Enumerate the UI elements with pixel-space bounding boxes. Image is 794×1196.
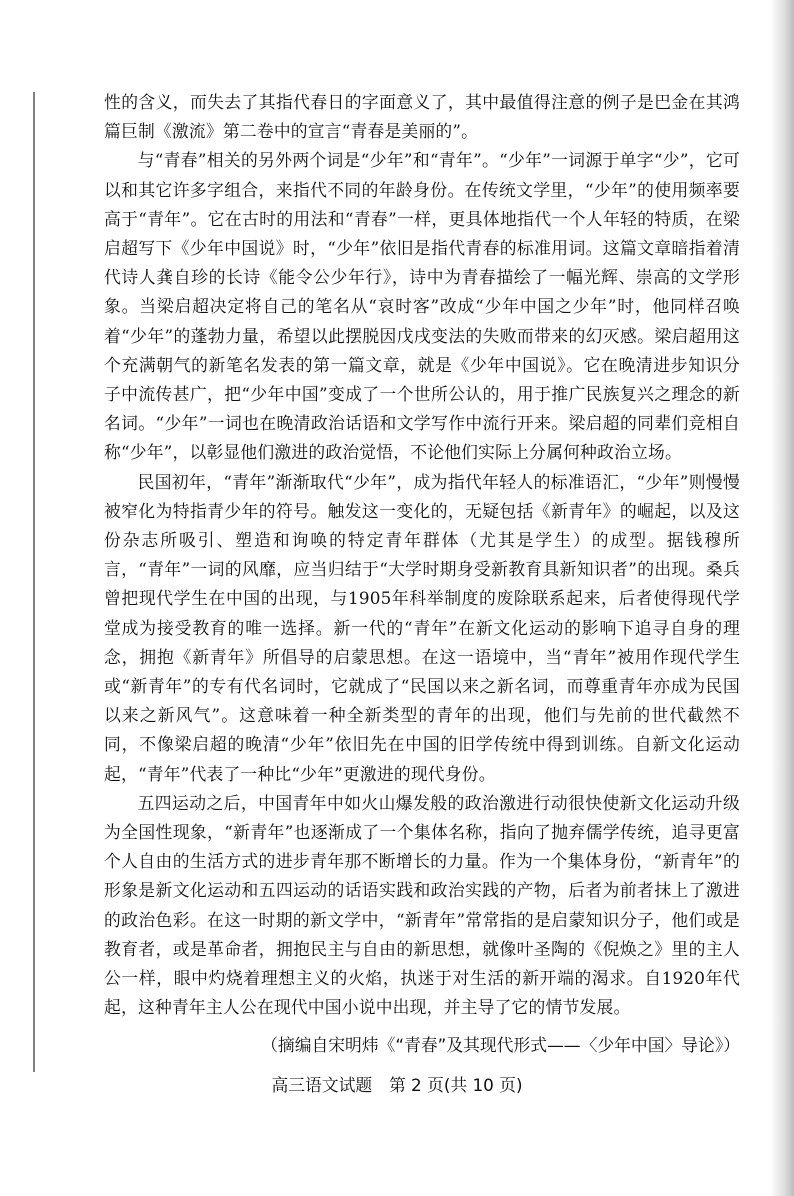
paragraph-continued: 性的含义，而失去了其指代春日的字面意义了，其中最值得注意的例子是巴金在其鸿篇巨制《激流》第二卷中的宣言“青春是美丽的”。 [104,92,740,142]
paragraph-qingnian: 民国初年，“青年”渐渐取代“少年”，成为指代年轻人的标准语汇，“少年”则慢慢被窄化为特指青少年的符号。触发这一变化的，无疑包括《新青年》的崛起，以及这份杂志所吸引、塑造和询唤的特定青年群体（尤其是学生）的成型。据钱穆所言，“青年”一词的风靡，应当归结于“大学时期身受新教育具新知识者”的出现。桑兵曾把现代学生在中国的出现，与1905年科举制度的废除联系起来，后者使得现代学堂成为接受教育的唯一选择。新一代的“青年”在新文化运动的影响下追寻自身的理念，拥抱《新青年》所倡导的启蒙思想。在这一语境中，当“青年”被用作现代学生或“新青年”的专有代名词时，它就成了“民国以来之新名词，而尊重青年亦成为民国以来之新风气”。这意味着一种全新类型的青年的出现，他们与先前的世代截然不同，不像梁启超的晚清“少年”依旧先在中国的旧学传统中得到训练。自新文化运动起，“青年”代表了一种比“少年”更激进的现代身份。 [104,471,740,784]
source-citation: （摘编自宋明炜《“青春”及其现代形式——〈少年中国〉导论》） [261,1034,740,1055]
paragraph-wusi: 五四运动之后，中国青年中如火山爆发般的政治激进行动很快使新文化运动升级为全国性现象，“新青年”也逐渐成了一个集体名称，指向了抛弃儒学传统，追寻更富个人自由的生活方式的进步青年那不断增长的力量。作为一个集体身份，“新青年”的形象是新文化运动和五四运动的话语实践和政治实践的产物，后者为前者抹上了激进的政治色彩。在这一时期的新文学中，“新青年”常常指的是启蒙知识分子，他们或是教育者，或是革命者，拥抱民主与自由的新思想，就像叶圣陶的《倪焕之》里的主人公一样，眼中灼烧着理想主义的火焰，执迷于对生活的新开端的渴求。自1920年代起，这种青年主人公在现代中国小说中出现，并主导了它的情节发展。 [104,792,740,1018]
article-body [104,88,740,1060]
scan-edge-shadow [770,0,794,1196]
page-footer: 高三语文试题 第 2 页(共 10 页) [271,1075,523,1095]
paragraph-shaonian: 与“青春”相关的另外两个词是“少年”和“青年”。“少年”一词源于单字“少”，它可以和其它许多字组合，来指代不同的年龄身份。在传统文学里，“少年”的使用频率要高于“青年”。它在古时的用法和“青春”一样，更具体地指代一个人年轻的特质，在梁启超写下《少年中国说》时，“少年”依旧是指代青春的标准用词。这篇文章暗指着清代诗人龚自珍的长诗《能令公少年行》，诗中为青春描绘了一幅光辉、崇高的文学形象。当梁启超决定将自己的笔名从“哀时客”改成“少年中国之少年”时，他同样召唤着“少年”的蓬勃力量，希望以此摆脱因戊戌变法的失败而带来的幻灭感。梁启超用这个充满朝气的新笔名发表的第一篇文章，就是《少年中国说》。它在晚清进步知识分子中流传甚广，把“少年中国”变成了一个世所公认的，用于推广民族复兴之理念的新名词。“少年”一词也在晚清政治话语和文学写作中流行开来。梁启超的同辈们竞相自称“少年”，以彰显他们激进的政治觉悟，不论他们实际上分属何种政治立场。 [104,150,740,463]
scan-margin-line [33,92,35,1072]
